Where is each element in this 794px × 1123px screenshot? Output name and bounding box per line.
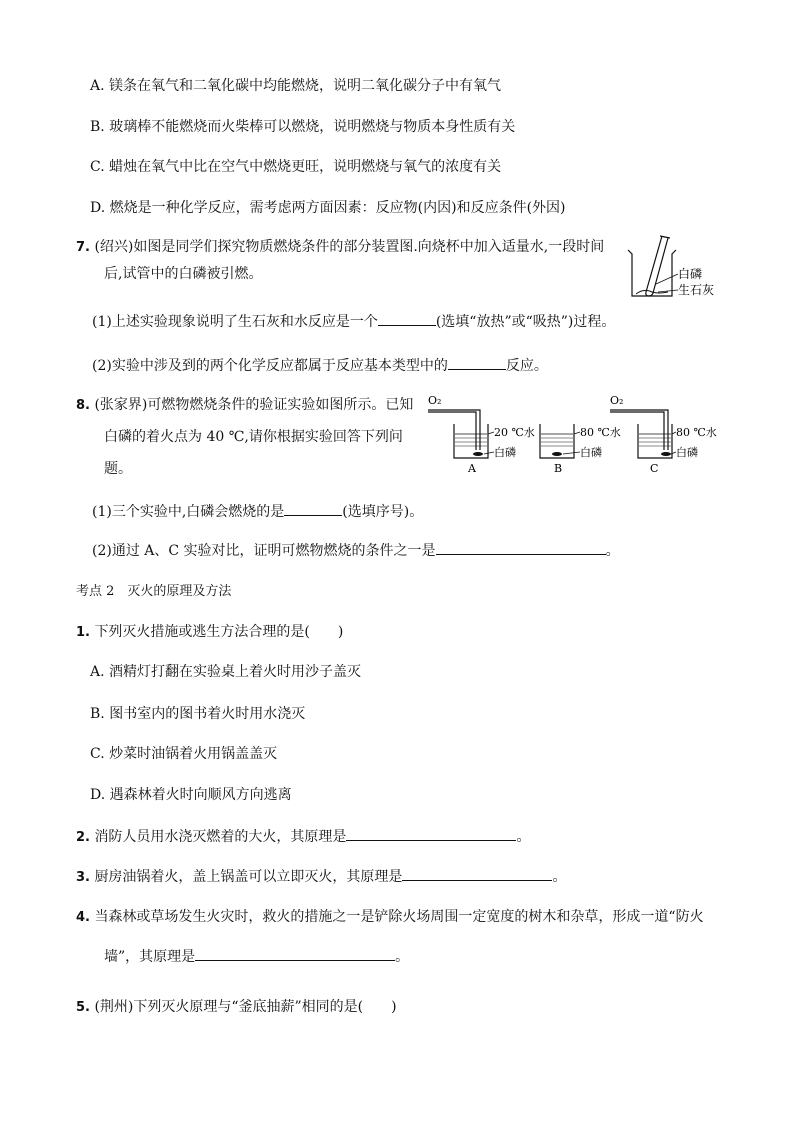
answer-blank[interactable]	[402, 866, 552, 881]
p4-line2	[104, 946, 409, 967]
p2	[76, 826, 530, 848]
option-text: 燃烧是一种化学反应，需考虑两方面因素：反应物(内因)和反应条件(外因)	[109, 200, 566, 216]
p1-option-a	[90, 662, 361, 682]
phosphorus-icon	[552, 452, 562, 456]
option-text: 酒精灯打翻在实验桌上着火时用沙子盖灭	[109, 664, 362, 680]
q8-line2: 白磷的着火点为 40 ℃,请你根据实验回答下列问	[104, 429, 403, 445]
svg-text:20 ℃水: 20 ℃水	[494, 426, 535, 439]
p3	[76, 866, 566, 888]
option-letter: C.	[90, 746, 105, 762]
svg-text:O₂: O₂	[610, 394, 624, 407]
svg-text:80 ℃水: 80 ℃水	[676, 426, 717, 439]
q7-line1	[76, 237, 604, 258]
q8-sub1	[92, 501, 423, 522]
label-white-phosphorus: 白磷	[678, 267, 703, 281]
question-text: 消防人员用水浇灭燃着的大火，其原理是	[94, 829, 347, 845]
p1-option-d	[90, 785, 292, 805]
answer-blank[interactable]	[195, 946, 395, 961]
option-c	[90, 157, 501, 177]
option-letter: D.	[90, 787, 106, 803]
sub-question-text: (1)上述实验现象说明了生石灰和水反应是一个	[92, 314, 378, 330]
svg-text:C: C	[650, 462, 659, 475]
option-text: 玻璃棒不能燃烧而火柴棒可以燃烧，说明燃烧与物质本身性质有关	[109, 119, 516, 135]
p1-option-b	[90, 704, 305, 724]
option-letter: A.	[90, 78, 105, 94]
svg-text:白磷: 白磷	[580, 446, 602, 459]
q8-line1	[76, 395, 413, 416]
q7-sub2	[92, 355, 548, 376]
phosphorus-icon	[661, 452, 671, 456]
option-a	[90, 76, 501, 96]
p4-line1	[76, 907, 704, 928]
section-title: 考点 2 灭火的原理及方法	[76, 584, 232, 599]
question-tail: 。	[395, 949, 410, 965]
sub-question-hint: (选填“放热”或“吸热”)过程。	[435, 314, 616, 330]
question-number: 5.	[76, 1000, 90, 1015]
option-b	[90, 117, 515, 137]
question-number: 3.	[76, 870, 90, 885]
option-text: 图书室内的图书着火时用水浇灭	[109, 706, 306, 722]
question-number: 7.	[76, 240, 90, 255]
question-tail: 。	[516, 829, 531, 845]
question-tail: 。	[552, 869, 567, 885]
option-letter: A.	[90, 664, 105, 680]
question-text: (荆州)下列灭火原理与“釜底抽薪”相同的是( )	[94, 999, 397, 1015]
p5	[76, 997, 397, 1018]
sub-question-text: (2)实验中涉及到的两个化学反应都属于反应基本类型中的	[92, 358, 448, 374]
question-number: 1.	[76, 625, 90, 640]
question-text: 当森林或草场发生火灾时，救火的措施之一是铲除火场周围一定宽度的树木和杂草，形成一道“防火	[94, 909, 704, 925]
answer-blank[interactable]	[346, 826, 516, 841]
svg-text:B: B	[554, 462, 563, 475]
option-d	[90, 198, 566, 218]
sub-question-tail: 。	[605, 543, 620, 559]
p1-option-c	[90, 744, 277, 764]
sub-question-hint: (选填序号)。	[342, 504, 424, 520]
option-letter: B.	[90, 706, 105, 722]
beaker-b	[540, 424, 621, 475]
option-text: 炒菜时油锅着火用锅盖盖灭	[109, 746, 278, 762]
q7-line2: 后,试管中的白磷被引燃。	[104, 266, 263, 282]
option-text: 镁条在氧气和二氧化碳中均能燃烧，说明二氧化碳分子中有氧气	[109, 78, 502, 94]
answer-blank[interactable]	[284, 501, 342, 516]
question-text: 墙”，其原理是	[104, 949, 196, 965]
svg-text:白磷: 白磷	[676, 446, 698, 459]
svg-text:80 ℃水: 80 ℃水	[580, 426, 621, 439]
sub-question-text: (1)三个实验中,白磷会燃烧的是	[92, 504, 285, 520]
svg-text:白磷: 白磷	[494, 446, 516, 459]
question-text: 下列灭火措施或逃生方法合理的是( )	[94, 624, 344, 640]
question-number: 2.	[76, 830, 90, 845]
option-text: 蜡烛在氧气中比在空气中燃烧更旺，说明燃烧与氧气的浓度有关	[109, 159, 502, 175]
svg-text:O₂: O₂	[428, 394, 442, 407]
answer-blank[interactable]	[436, 540, 606, 555]
q8-sub2	[92, 540, 620, 561]
option-letter: C.	[90, 159, 105, 175]
question-text: (张家界)可燃物燃烧条件的验证实验如图所示。已知	[94, 397, 414, 413]
answer-blank[interactable]	[378, 311, 436, 326]
beaker-icon	[454, 424, 488, 458]
question-text: (绍兴)如图是同学们探究物质燃烧条件的部分装置图.向烧杯中加入适量水,一段时间	[94, 239, 605, 255]
q8-experiment-figure	[424, 392, 724, 476]
answer-blank[interactable]	[448, 355, 506, 370]
beaker-c	[610, 394, 717, 475]
question-number: 8.	[76, 398, 90, 413]
q7-sub1	[92, 311, 615, 332]
sub-question-tail: 反应。	[505, 358, 548, 374]
test-tube-icon	[646, 236, 668, 296]
q7-apparatus-figure	[622, 232, 722, 302]
sub-question-text: (2)通过 A、C 实验对比，证明可燃物燃烧的条件之一是	[92, 543, 436, 559]
beaker-a	[428, 394, 535, 475]
question-number: 4.	[76, 910, 90, 925]
option-letter: B.	[90, 119, 105, 135]
p1-stem	[76, 622, 343, 643]
q8-line3: 题。	[104, 461, 132, 477]
svg-text:A: A	[468, 462, 476, 475]
lime-layer	[636, 290, 668, 294]
label-quicklime: 生石灰	[678, 283, 715, 297]
option-letter: D.	[90, 200, 106, 216]
option-text: 遇森林着火时向顺风方向逃离	[109, 787, 292, 803]
phosphorus-icon	[473, 452, 483, 456]
question-text: 厨房油锅着火，盖上锅盖可以立即灭火，其原理是	[94, 869, 403, 885]
